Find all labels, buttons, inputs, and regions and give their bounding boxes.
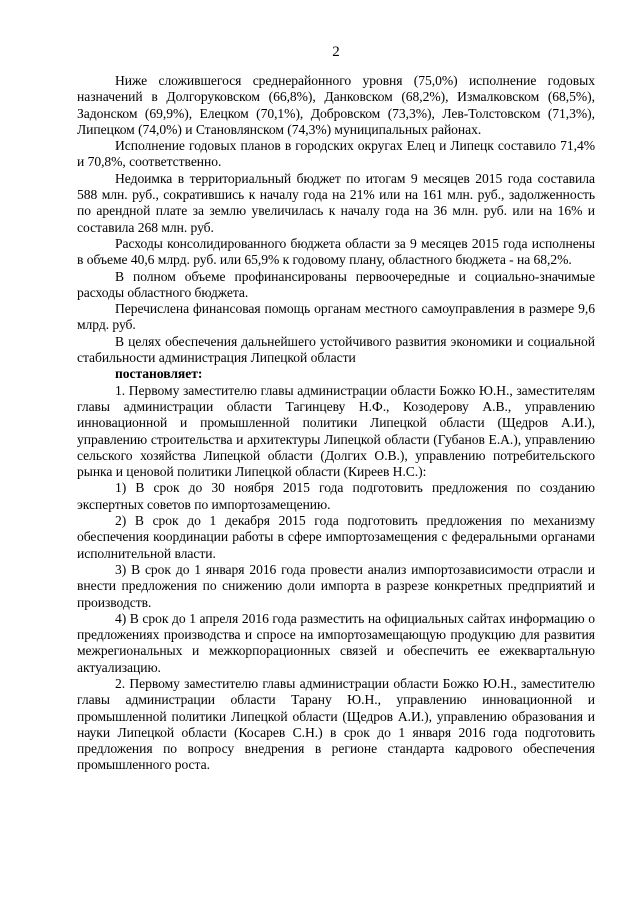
paragraph-expenditures: Расходы консолидированного бюджета области за 9 месяцев 2015 года исполнены в объеме 40,6 млрд. руб. или 65,9% к годовому плану, областного бюджета - на 68,2%. <box>77 235 595 268</box>
paragraph-district-execution: Ниже сложившегося среднерайонного уровня (75,0%) исполнение годовых назначений в Долгоруковском (66,8%), Данковском (68,2%), Измалковском (68,5%), Задонском (69,9%), Елецком (70,1%), Добровском (73,3%), Лев-Толстовском (71,3%), Липецком (74,0%) и Становлянском (74,3%) муниципальных районах. <box>77 73 595 137</box>
paragraph-arrears: Недоимка в территориальный бюджет по итогам 9 месяцев 2015 года составила 588 млн. руб., сократившись к началу года на 21% или на 161 млн. руб., задолженность по арендной плате за землю увеличилась к началу года на 36 млн. руб. или на 16% и составила 268 млн. руб. <box>77 170 595 235</box>
paragraph-item-2: 2. Первому заместителю главы администрации области Божко Ю.Н., заместителю главы администрации области Тарану Ю.Н., управлению инновационной и промышленной политики Липецкой области (Щедров А.И.), управлению образования и науки Липецкой области (Косарев С.Н.) в срок до 1 января 2016 года подготовить предложения по вопросу внедрения в регионе стандарта кадрового обеспечения промышленного роста. <box>77 675 595 773</box>
paragraph-subitem-1: 1) В срок до 30 ноября 2015 года подготовить предложения по созданию экспертных советов по импортозамещению. <box>77 480 595 512</box>
paragraph-item-1: 1. Первому заместителю главы администрации области Божко Ю.Н., заместителям главы администрации области Тагинцеву Н.Ф., Козодерову А.В., управлению инновационной и промышленной политики Липецкой области (Щедров А.И.), управлению строительства и архитектуры Липецкой области (Губанов Е.А.), управлению сельского хозяйства Липецкой области (Долгих О.В.), управлению потребительского рынка и ценовой политики Липецкой области (Киреев Н.С.): <box>77 382 595 480</box>
document-page <box>77 44 595 774</box>
page-number: 2 <box>332 44 340 60</box>
paragraph-resolves: постановляет: <box>115 366 203 382</box>
paragraph-purpose: В целях обеспечения дальнейшего устойчивого развития экономики и социальной стабильности администрация Липецкой области <box>77 333 595 366</box>
paragraph-financial-aid: Перечислена финансовая помощь органам местного самоуправления в размере 9,6 млрд. руб. <box>77 301 595 333</box>
paragraph-priority-expenses: В полном объеме профинансированы первоочередные и социально-значимые расходы областного бюджета. <box>77 268 595 300</box>
paragraph-subitem-4: 4) В срок до 1 апреля 2016 года разместить на официальных сайтах информацию о предложениях производства и спросе на импортозамещающую продукцию для развития межрегиональных и межкорпорационных связей и обеспечить ее ежеквартальную актуализацию. <box>77 610 595 675</box>
paragraph-subitem-2: 2) В срок до 1 декабря 2015 года подготовить предложения по механизму обеспечения координации работы в сфере импортозамещения с федеральными органами исполнительной власти. <box>77 513 595 561</box>
paragraph-city-districts: Исполнение годовых планов в городских округах Елец и Липецк составило 71,4% и 70,8%, соответственно. <box>77 138 595 170</box>
paragraph-subitem-3: 3) В срок до 1 января 2016 года провести анализ импортозависимости отрасли и внести предложения по снижению доли импорта в разрезе конкретных предприятий и производств. <box>77 561 595 610</box>
